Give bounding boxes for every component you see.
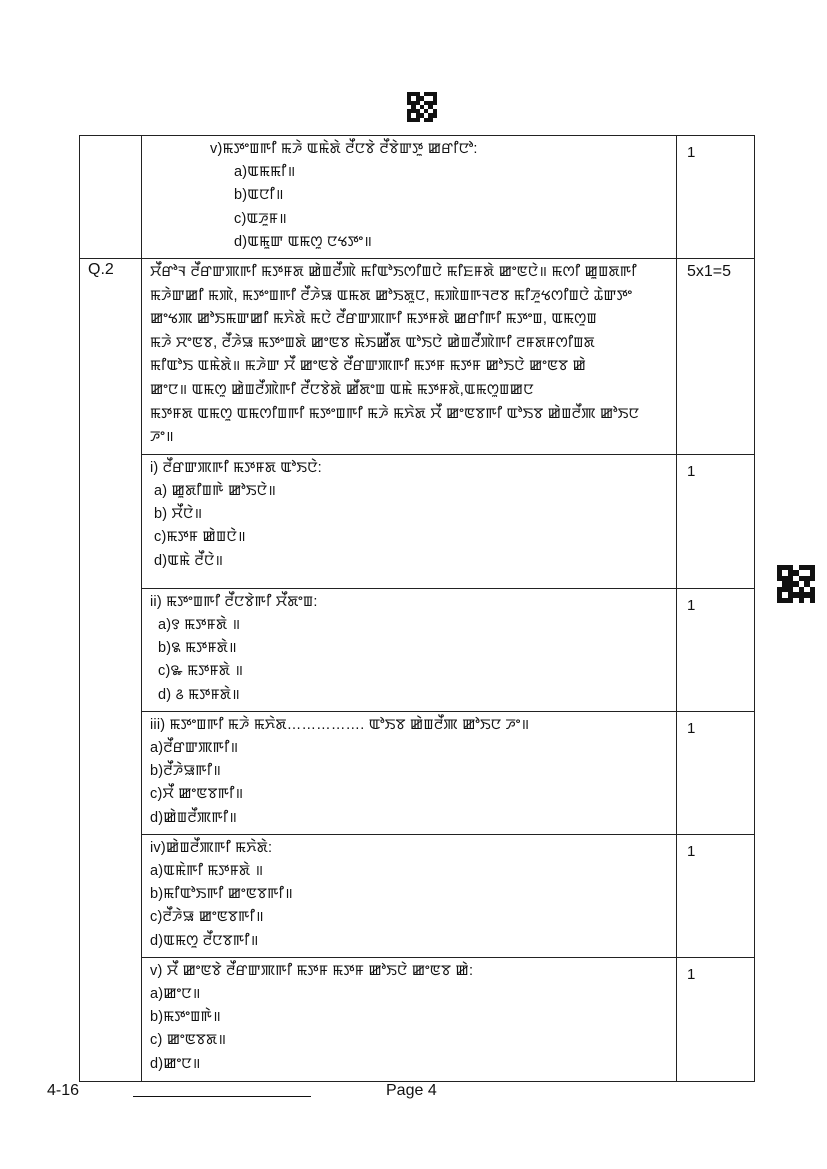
qr-code-icon	[407, 92, 437, 122]
question-row-q2-passage	[80, 259, 755, 455]
option-b: b)꯲ ꯃꯇꯝꯗꯥ॥	[158, 640, 237, 657]
subquestion-row-ii	[80, 588, 755, 711]
subquestion-row-i	[80, 454, 755, 588]
subquestion-row-iv	[80, 834, 755, 957]
option-d: d)ꯑꯃꯥ ꯂꯩꯅꯥ॥	[154, 552, 224, 569]
passage-line: ꯆꯩꯔꯣꯜ ꯂꯩꯔꯛꯄꯒꯤ ꯃꯇꯝꯗ ꯀꯥꯡꯂꯩꯄꯥ ꯃꯤꯑꯣꯏꯁꯤꯡꯅꯥ ꯃꯤꯐꯝꯗꯥ ꯀꯦꯟꯅꯥ॥ ꯃꯁꯤ ꯀꯨꯡꯗꯒꯤ	[150, 264, 637, 281]
question-row-prev-v	[80, 136, 755, 259]
option-c: c)ꯂꯩꯍꯥꯎ ꯀꯦꯟꯕꯒꯤ॥	[150, 909, 264, 926]
option-c: c) ꯀꯦꯟꯕꯗ॥	[150, 1032, 227, 1049]
paper-code: 4-16	[47, 1082, 80, 1099]
marks-cell: 1	[677, 711, 755, 834]
option-a: a)ꯑꯃꯥꯒꯤ ꯃꯇꯝꯗꯥ ॥	[150, 863, 264, 879]
passage-line: ꯃꯤꯑꯣꯏ ꯑꯃꯥꯗꯥ॥ ꯃꯍꯥꯛ ꯆꯩ ꯀꯦꯟꯕꯥ ꯂꯩꯔꯛꯄꯒꯤ ꯃꯇꯝ ꯃꯇꯝ ꯀꯣꯏꯅꯥ ꯀꯦꯟꯕ ꯀꯥ	[150, 358, 587, 375]
option-b: b) ꯆꯩꯅꯥ॥	[154, 506, 203, 523]
page-number: Page 4	[386, 1082, 437, 1099]
option-a: a)ꯂꯩꯔꯛꯄꯒꯤ॥	[150, 739, 239, 756]
subquestion-content	[142, 957, 677, 1081]
marks-cell: 1	[677, 834, 755, 957]
option-d: d)ꯀꯦꯅ॥	[150, 1055, 201, 1072]
option-a: a) ꯀꯨꯗꯤꯡꯒꯥ ꯀꯣꯏꯅꯥ॥	[154, 482, 277, 499]
question-stem: v)ꯃꯇꯦꯡꯒꯤ ꯃꯍꯥ ꯑꯃꯥꯗꯥ ꯂꯩꯅꯕꯥ ꯂꯩꯕꯥꯛꯇꯨ ꯀꯔꯤꯅꯣ:	[210, 141, 478, 157]
marks-cell: 1	[677, 136, 755, 259]
option-b: b)ꯃꯤꯑꯣꯏꯒꯤ ꯀꯦꯟꯕꯒꯤ॥	[150, 886, 293, 903]
subquestion-stem: i) ꯂꯩꯔꯛꯄꯒꯤ ꯃꯇꯝꯗ ꯑꯣꯏꯅꯥ:	[150, 459, 322, 476]
marks-cell: 1	[677, 957, 755, 1081]
passage-line: ꯍꯦ॥	[150, 429, 174, 446]
subquestion-content	[142, 834, 677, 957]
option-c: c)ꯑꯍꯨꯝ॥	[234, 210, 288, 227]
subquestion-content	[142, 454, 677, 588]
question-number: Q.2	[80, 259, 142, 1082]
passage-line: ꯃꯍꯥꯛꯀꯤ ꯃꯄꯥ, ꯃꯇꯦꯡꯒꯤ ꯂꯩꯍꯥꯎ ꯑꯃꯗ ꯀꯣꯏꯗꯨꯅ, ꯃꯄꯥꯡꯒꯜꯂꯕ ꯃꯤꯍꯨꯠꯁꯤꯡꯅꯥ ꯊꯥꯛꯇꯦ	[150, 287, 633, 304]
passage	[142, 259, 677, 455]
option-a: a)꯱ ꯃꯇꯝꯗꯥ ॥	[158, 616, 241, 633]
passage-line: ꯃꯍꯥ ꯆꯦꯟꯕ, ꯂꯩꯍꯥꯎ ꯃꯇꯦꯡꯗꯥ ꯀꯦꯟꯕ ꯃꯥꯏꯀꯩꯗ ꯑꯣꯏꯅꯥ ꯀꯥꯡꯂꯩꯄꯥꯒꯤ ꯂꯝꯗꯝꯁꯤꯡꯗ	[150, 334, 595, 351]
option-d: d)ꯀꯥꯡꯂꯩꯄꯒꯤ॥	[150, 809, 238, 826]
question-content	[142, 136, 677, 259]
question-number-cell-empty	[80, 136, 142, 259]
subquestion-stem: ii) ꯃꯇꯦꯡꯒꯤ ꯂꯩꯅꯕꯥꯒꯤ ꯆꯩꯗꯦꯡ:	[150, 593, 318, 610]
marks-cell: 1	[677, 588, 755, 711]
passage-line: ꯀꯦꯠꯄ ꯀꯣꯏꯃꯛꯀꯤ ꯃꯈꯥꯗꯥ ꯃꯅꯥ ꯂꯩꯔꯛꯄꯒꯤ ꯃꯇꯝꯗꯥ ꯀꯔꯤꯒꯤ ꯃꯇꯦꯡ, ꯑꯃꯁꯨꯡ	[150, 311, 597, 328]
subquestion-stem: iii) ꯃꯇꯦꯡꯒꯤ ꯃꯍꯥ ꯃꯈꯥꯗ……………. ꯑꯣꯏꯕ ꯀꯥꯡꯂꯩꯄ ꯀꯣꯏꯅ ꯍꯦ॥	[150, 716, 530, 733]
option-d: d)ꯑꯃꯁꯨ ꯂꯩꯅꯕꯒꯤ॥	[150, 932, 259, 949]
subquestion-stem: iv)ꯀꯥꯡꯂꯩꯄꯒꯤ ꯃꯈꯥꯗꯥ:	[150, 839, 273, 856]
subquestion-row-iii	[80, 711, 755, 834]
marks-cell: 1	[677, 454, 755, 588]
option-c: c)ꯃꯇꯝ ꯀꯥꯡꯅꯥ॥	[154, 529, 246, 546]
qr-code-side-icon	[777, 565, 815, 603]
option-a: a)ꯑꯃꯃꯤ॥	[234, 164, 296, 181]
footer-divider	[133, 1096, 311, 1097]
subquestion-content	[142, 711, 677, 834]
question-table	[79, 135, 755, 1082]
option-b: b)ꯂꯩꯍꯥꯎꯒꯤ॥	[150, 763, 222, 780]
option-d: d)ꯑꯃꯨꯛ ꯑꯃꯁꯨ ꯅꯠꯇꯦ॥	[234, 233, 373, 250]
option-c: c)꯳ ꯃꯇꯝꯗꯥ ॥	[158, 663, 244, 680]
option-c: c)ꯆꯩ ꯀꯦꯟꯕꯒꯤ॥	[150, 786, 244, 803]
passage-line: ꯃꯇꯝꯗ ꯑꯃꯁꯨ ꯑꯃꯁꯤꯡꯒꯤ ꯃꯇꯦꯡꯒꯤ ꯃꯍꯥ ꯃꯈꯥꯗ ꯆꯩ ꯀꯦꯟꯕꯒꯤ ꯑꯣꯏꯕ ꯀꯥꯡꯂꯩꯄ ꯀꯣꯏꯅ	[150, 405, 640, 422]
subquestion-row-v	[80, 957, 755, 1081]
subquestion-stem: v) ꯆꯩ ꯀꯦꯟꯕꯥ ꯂꯩꯔꯛꯄꯒꯤ ꯃꯇꯝ ꯃꯇꯝ ꯀꯣꯏꯅꯥ ꯀꯦꯟꯕ ꯀꯥ:	[150, 962, 474, 979]
passage-line: ꯀꯦꯅ॥ ꯑꯃꯁꯨ ꯀꯥꯡꯂꯩꯄꯥꯒꯤ ꯂꯩꯅꯕꯥꯗꯥ ꯀꯩꯗꯦꯡ ꯑꯃꯥ ꯃꯇꯝꯗꯥ,ꯑꯃꯁꯨꯡꯀꯅ	[150, 381, 534, 398]
option-b: b)ꯑꯅꯤ॥	[234, 187, 284, 204]
option-d: d) ꯴ ꯃꯇꯝꯗꯥ॥	[158, 686, 241, 703]
subquestion-content	[142, 588, 677, 711]
option-a: a)ꯀꯦꯅ॥	[150, 986, 201, 1003]
total-marks: 5x1=5	[677, 259, 755, 455]
option-b: b)ꯃꯇꯦꯡꯒꯥ॥	[150, 1009, 222, 1026]
